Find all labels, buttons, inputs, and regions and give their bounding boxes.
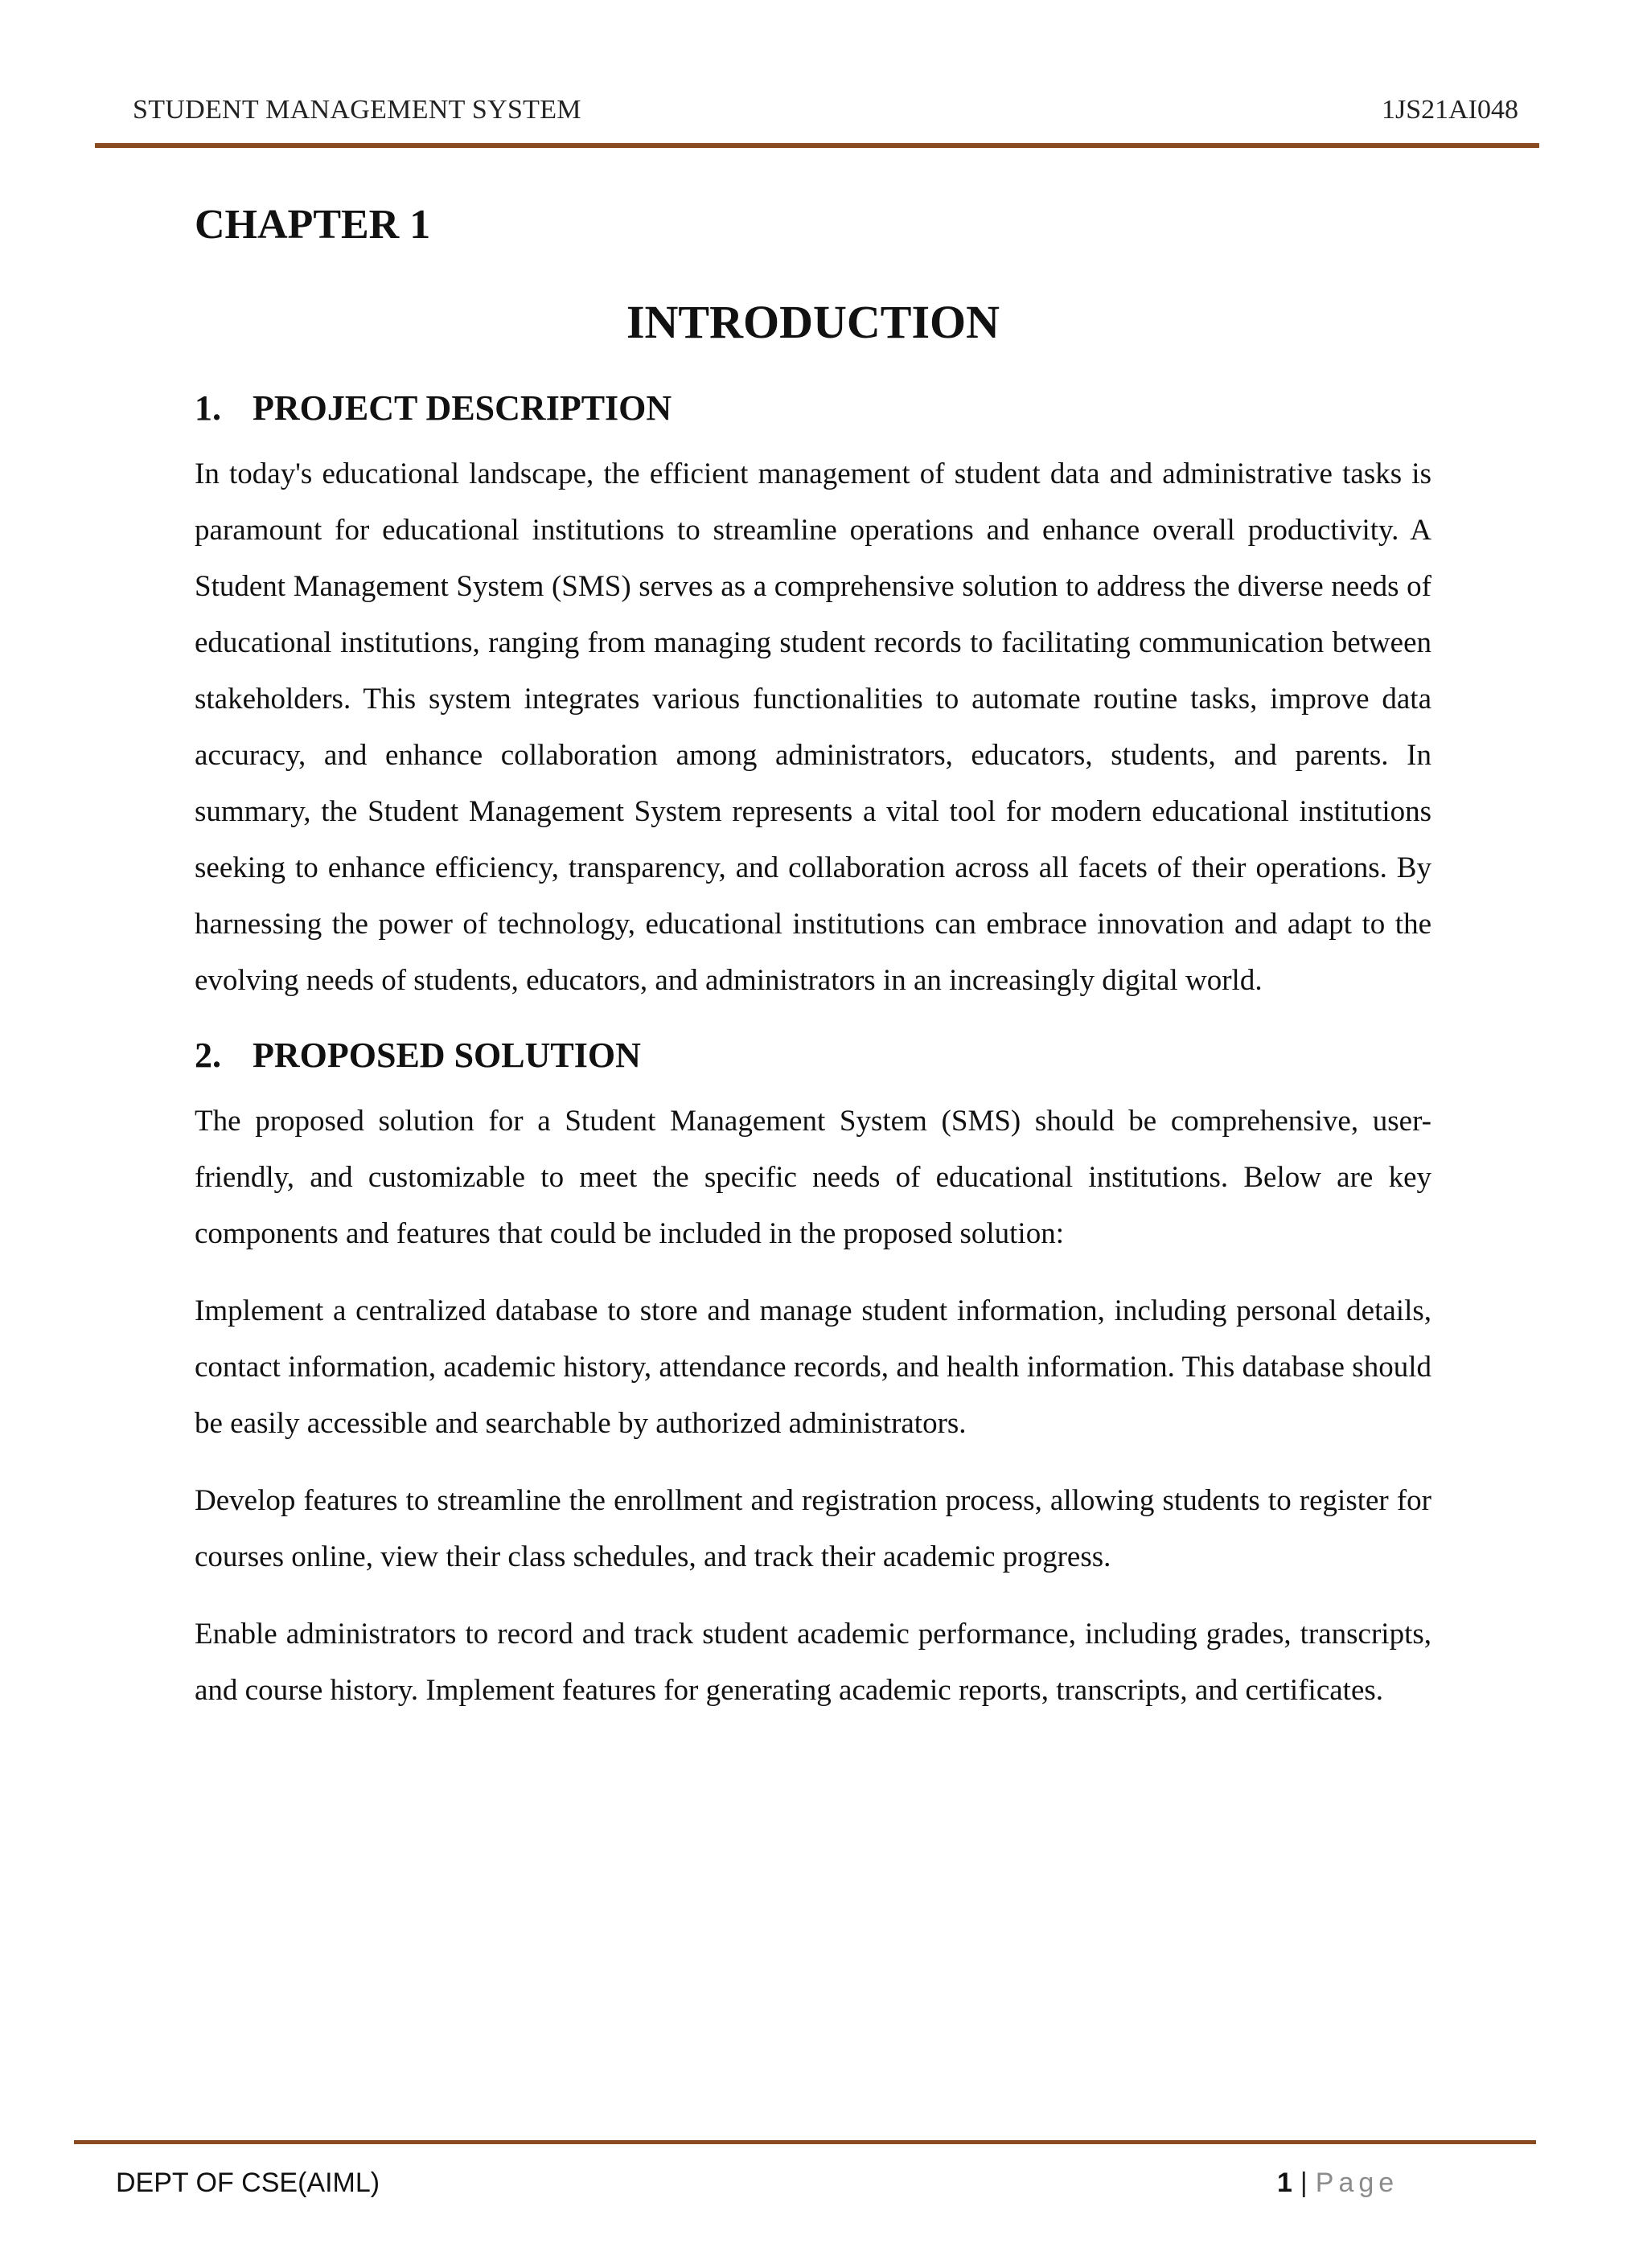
page-number: 1: [1277, 2168, 1292, 2198]
paragraph: Implement a centralized database to store and manage student information, including personal details, contact information, academic history, attendance records, and health information. This database should be easily accessible and searchable by authorized administrators.: [195, 1294, 1431, 1440]
chapter-title: INTRODUCTION: [626, 296, 1000, 348]
paragraph: Enable administrators to record and track student academic performance, including grades, transcripts, and course history. Implement features for generating academic reports, transcripts, and certificates.: [195, 1618, 1431, 1707]
page-word: Page: [1315, 2168, 1399, 2198]
paragraph: In today's educational landscape, the efficient management of student data and administrative tasks is paramount for educational institutions to streamline operations and enhance overall productivity. A Student Management System (SMS) serves as a comprehensive solution to address the diverse needs of educational institutions, ranging from managing student records to facilitating communication between stakeholders. This system integrates various functionalities to automate routine tasks, improve data accuracy, and enhance collaboration among administrators, educators, students, and parents. In summary, the Student Management System represents a vital tool for modern educational institutions seeking to enhance efficiency, transparency, and collaboration across all facets of their operations. By harnessing the power of technology, educational institutions can embrace innovation and adapt to the evolving needs of students, educators, and administrators in an increasingly digital world.: [195, 457, 1431, 997]
section-heading-project-description: [195, 388, 1431, 429]
section-number: 2.: [195, 1036, 221, 1075]
header-usn: 1JS21AI048: [1381, 95, 1518, 125]
paragraph: The proposed solution for a Student Management System (SMS) should be comprehensive, user- friendly, and customizable to meet the specific needs of educational institutions. Below are key components and features that could be included in the proposed solution:: [195, 1105, 1431, 1250]
section-number: 1.: [195, 388, 221, 428]
footer-page-indicator: [1277, 2168, 1399, 2199]
section-title: PROPOSED SOLUTION: [253, 1036, 641, 1075]
page-separator: |: [1300, 2168, 1308, 2198]
paragraph: Develop features to streamline the enrollment and registration process, allowing students to register for courses online, view their class schedules, and track their academic progress.: [195, 1484, 1431, 1573]
chapter-label: CHAPTER 1: [195, 202, 431, 248]
footer-department: DEPT OF CSE(AIML): [116, 2168, 380, 2198]
header-rule: [95, 143, 1539, 148]
section-title: PROJECT DESCRIPTION: [253, 388, 672, 428]
section-heading-proposed-solution: [195, 1035, 1431, 1076]
header-title: STUDENT MANAGEMENT SYSTEM: [133, 95, 581, 125]
footer-rule: [74, 2140, 1536, 2144]
page-content: [195, 185, 1431, 1719]
